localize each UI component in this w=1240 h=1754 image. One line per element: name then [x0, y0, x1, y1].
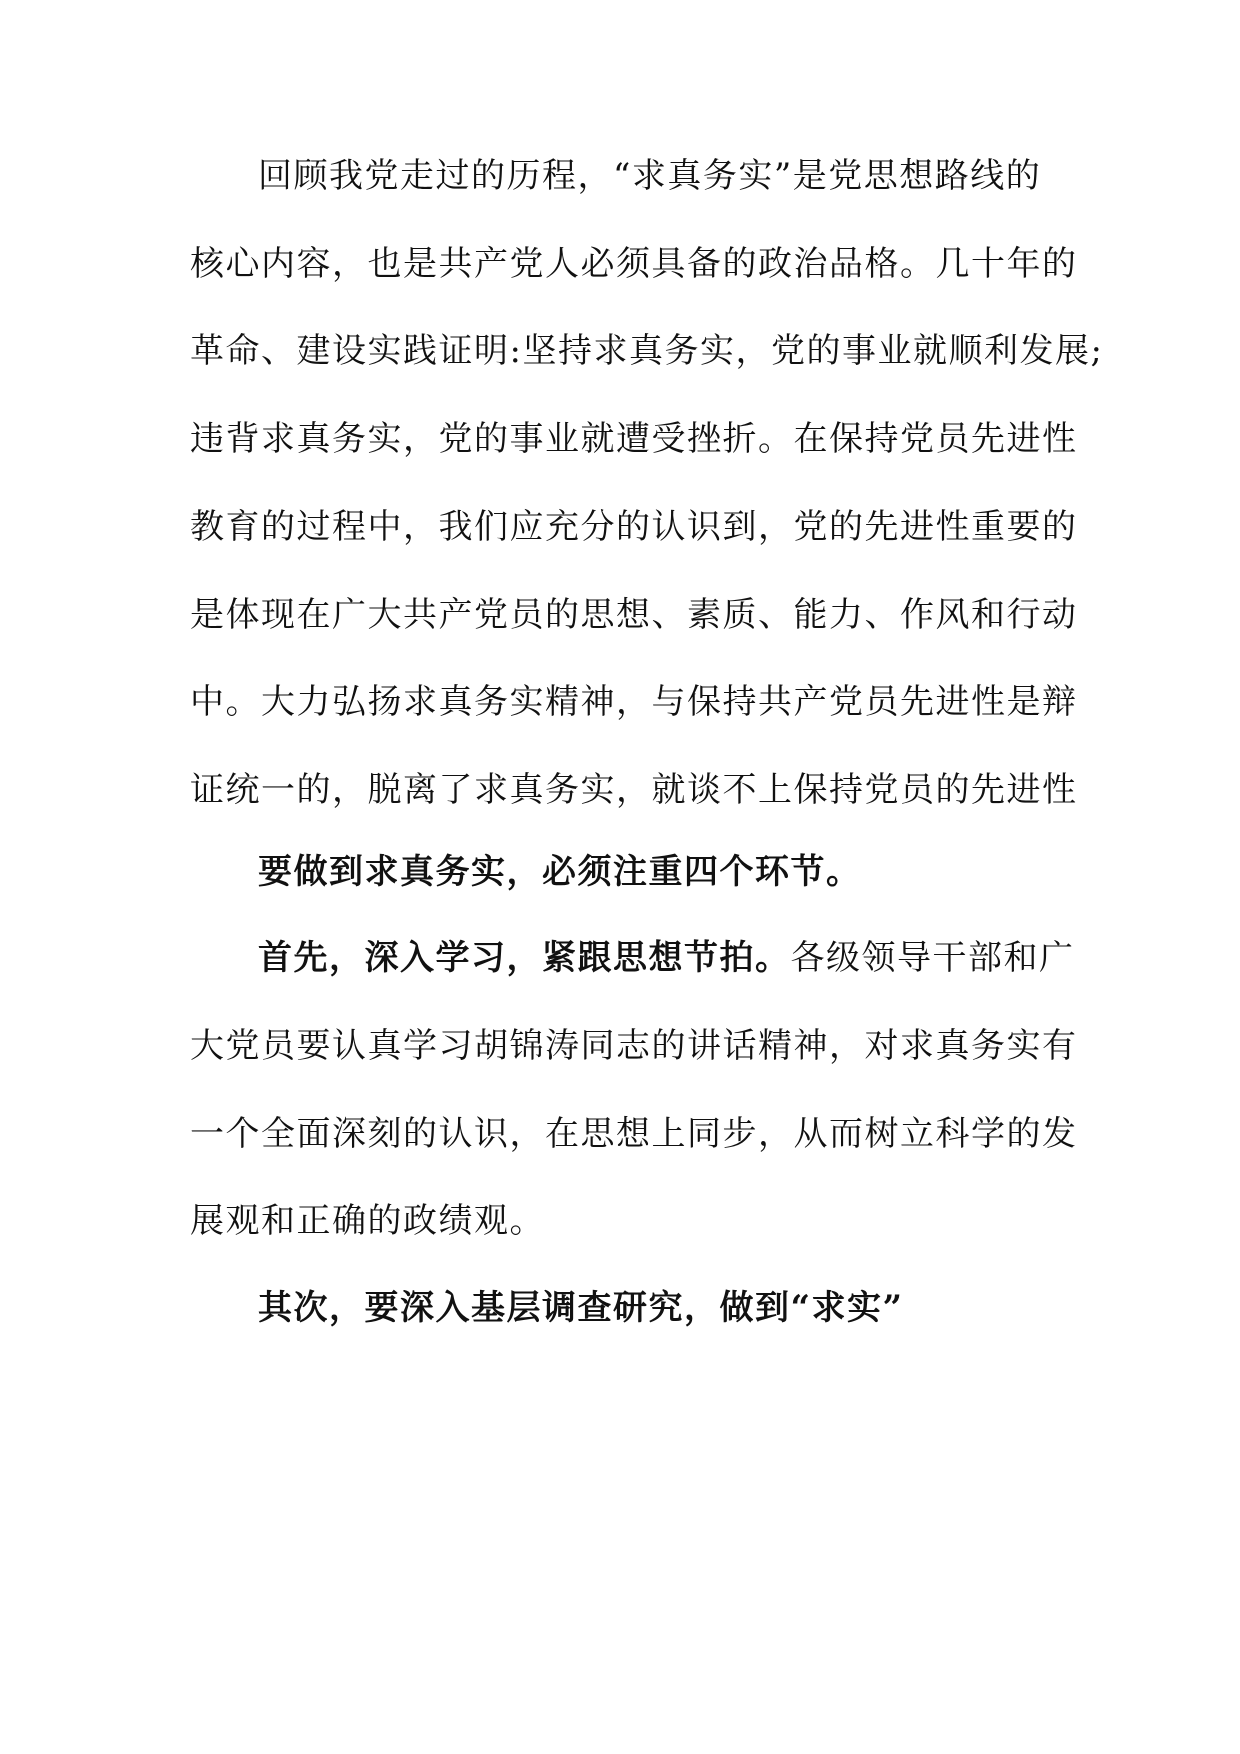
paragraph-line: 证统一的，脱离了求真务实，就谈不上保持党员的先进性 — [190, 770, 1078, 810]
paragraph-line — [258, 936, 1138, 980]
paragraph-line: 一个全面深刻的认识，在思想上同步，从而树立科学的发 — [190, 1114, 1078, 1154]
paragraph-line: 教育的过程中，我们应充分的认识到，党的先进性重要的 — [190, 507, 1078, 547]
lead-heading: 首先，深入学习，紧跟思想节拍。 — [258, 938, 791, 978]
paragraph-line: 回顾我党走过的历程，“求真务实”是党思想路线的 — [258, 156, 1042, 196]
paragraph-line: 中。大力弘扬求真务实精神，与保持共产党员先进性是辩 — [190, 682, 1078, 722]
paragraph-line: 违背求真务实，党的事业就遭受挫折。在保持党员先进性 — [190, 419, 1078, 459]
paragraph-line: 大党员要认真学习胡锦涛同志的讲话精神，对求真务实有 — [190, 1026, 1078, 1066]
paragraph-line: 展观和正确的政绩观。 — [190, 1201, 545, 1241]
section-heading: 其次，要深入基层调查研究，做到“求实” — [258, 1288, 904, 1328]
paragraph-line: 是体现在广大共产党员的思想、素质、能力、作风和行动 — [190, 595, 1078, 635]
paragraph-line: 核心内容，也是共产党人必须具备的政治品格。几十年的 — [190, 244, 1078, 284]
section-heading: 要做到求真务实，必须注重四个环节。 — [258, 852, 862, 892]
lead-text: 各级领导干部和广 — [790, 938, 1075, 978]
paragraph-line: 革命、建设实践证明:坚持求真务实，党的事业就顺利发展; — [190, 331, 1104, 371]
